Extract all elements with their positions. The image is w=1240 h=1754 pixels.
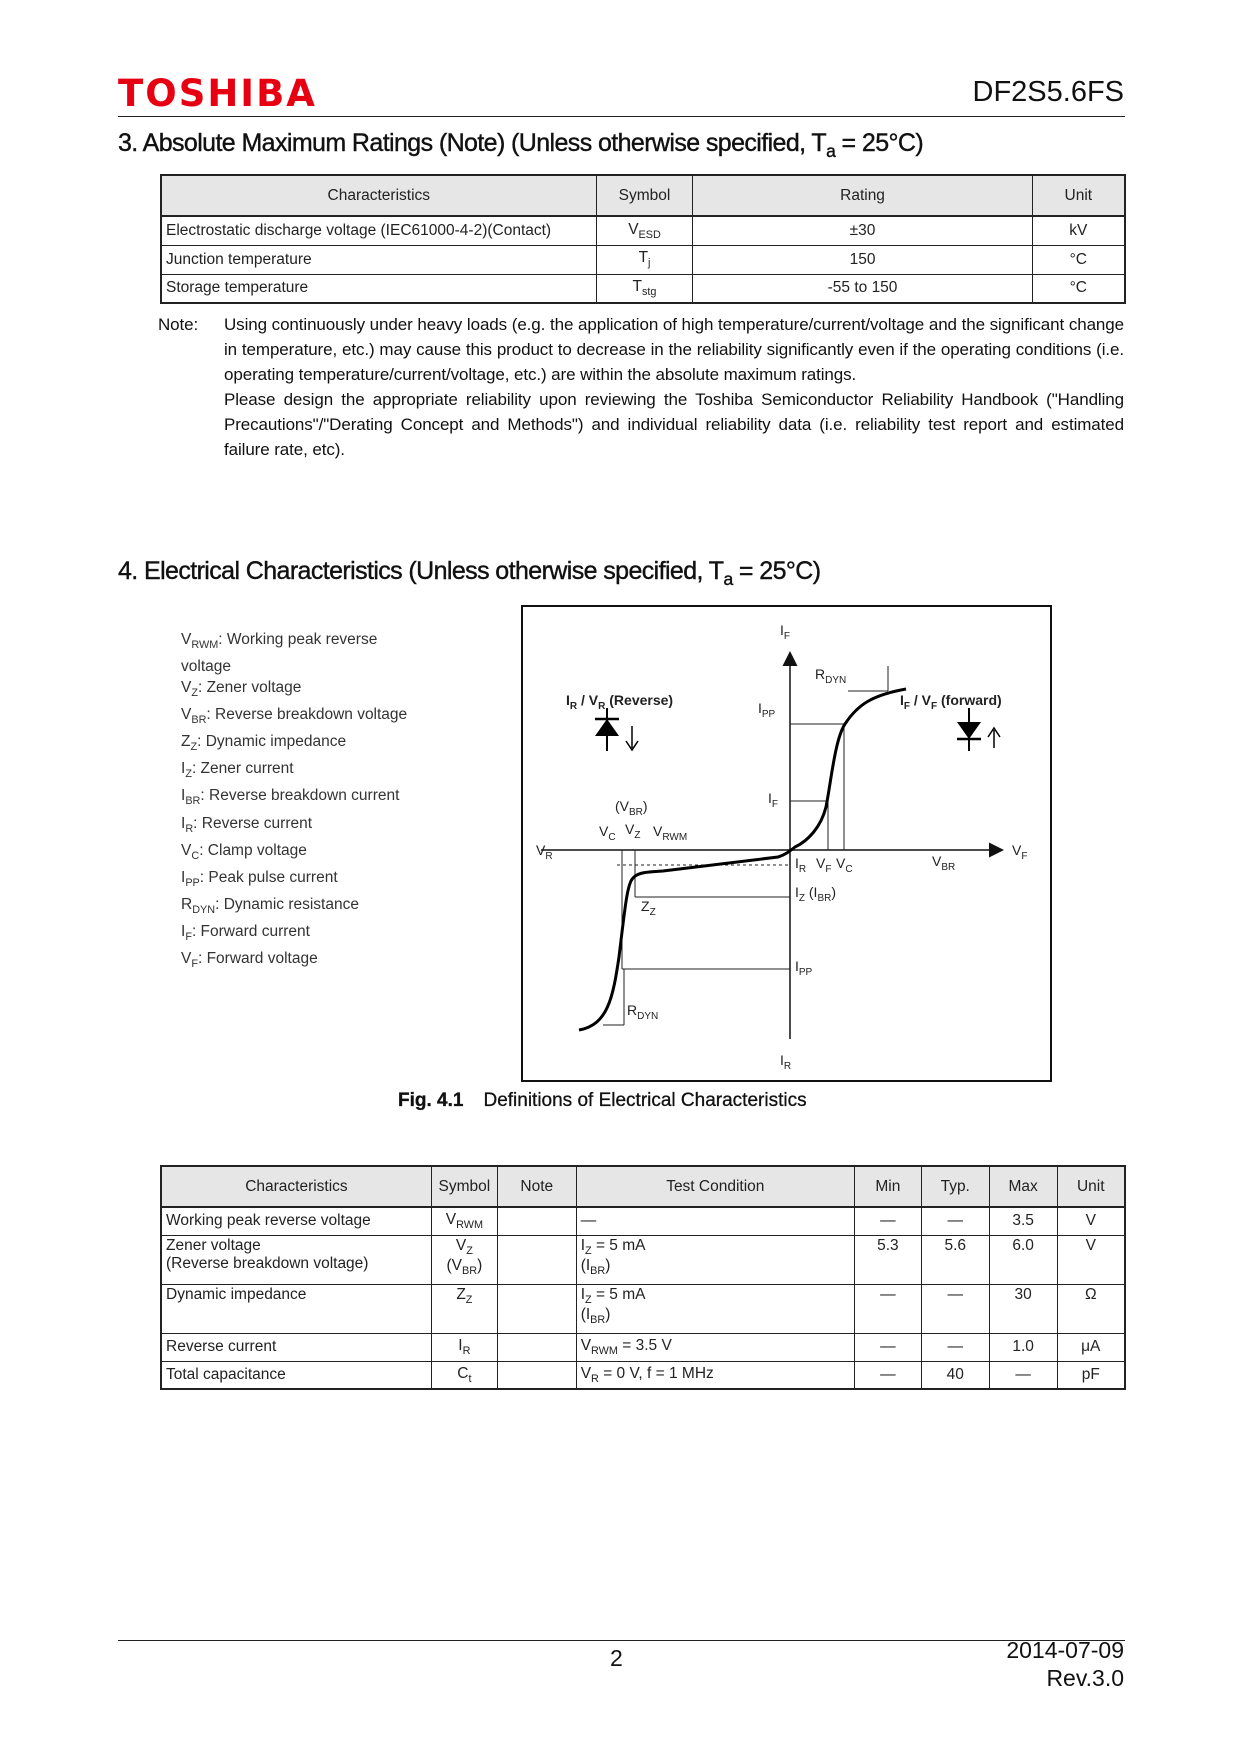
definition-item: $V_{RWM}$: Working peak reverse — [181, 631, 378, 652]
reverse-label: $I_R / V_R$ (Reverse) — [566, 692, 674, 712]
iz-label: $I_Z$ $(I_{BR})$ — [795, 884, 837, 904]
cell-symbol: $V_Z$ $(V_{BR})$ — [431, 1235, 497, 1284]
definition-item: $R_{DYN}$: Dynamic resistance — [181, 895, 359, 916]
col-unit: Unit — [1032, 175, 1125, 216]
col-typ: Typ. — [921, 1166, 989, 1207]
cell-typ: 5.6 — [921, 1235, 989, 1284]
if-axis-label: $I_F$ — [780, 622, 790, 642]
section4-title: 4. Electrical Characteristics (Unless otherwise specified, $T_a = 25^\circ C$) — [118, 557, 821, 589]
vbr-paren-label: $(V_{BR})$ — [615, 798, 648, 818]
vc-small-label: $V_C$ — [836, 855, 853, 875]
table-header-row — [161, 1166, 1125, 1207]
cell-symbol: $V_{RWM}$ — [431, 1207, 497, 1235]
ipp-forward-label: $I_{PP}$ — [758, 700, 776, 720]
cell-unit: μA — [1057, 1333, 1125, 1361]
col-characteristics: Characteristics — [161, 1166, 431, 1207]
table-row — [161, 274, 1125, 303]
cell-max: 3.5 — [989, 1207, 1057, 1235]
table-row — [161, 216, 1125, 245]
toshiba-logo: TOSHIBA — [118, 72, 317, 115]
absolute-max-ratings-table — [160, 174, 1126, 304]
cell-typ: 40 — [921, 1361, 989, 1389]
cell-rating: -55 to 150 — [693, 274, 1032, 303]
table-row — [161, 1235, 1125, 1284]
cell-condition: $I_Z = 5$ mA $(I_{BR})$ — [576, 1235, 854, 1284]
table-row — [161, 1333, 1125, 1361]
cell-min: 5.3 — [854, 1235, 921, 1284]
iv-curve — [579, 689, 906, 1030]
cell-symbol: $V_{ESD}$ — [596, 216, 693, 245]
table-row — [161, 1361, 1125, 1389]
cell-max: 1.0 — [989, 1333, 1057, 1361]
revision-date: 2014-07-09 — [1006, 1637, 1124, 1663]
electrical-characteristics-table — [160, 1165, 1126, 1390]
col-symbol: Symbol — [431, 1166, 497, 1207]
cell-condition: $V_{RWM} = 3.5$ V — [576, 1333, 854, 1361]
header-divider — [118, 116, 1125, 117]
cell-note — [497, 1235, 576, 1284]
vrwm-label: $V_{RWM}$ — [653, 823, 688, 843]
cell-condition: $I_Z = 5$ mA $(I_{BR})$ — [576, 1284, 854, 1333]
cell-note — [497, 1207, 576, 1235]
revision-number: Rev.3.0 — [1046, 1665, 1124, 1691]
forward-label: $I_F / V_F$ (forward) — [900, 692, 1002, 712]
vf-axis-label: $V_F$ — [1012, 842, 1028, 862]
cell-characteristic: Dynamic impedance — [161, 1284, 431, 1333]
cell-rating: ±30 — [693, 216, 1032, 245]
table-row — [161, 245, 1125, 274]
cell-rating: 150 — [693, 245, 1032, 274]
forward-diode-icon — [957, 708, 1000, 751]
cell-symbol: $Z_Z$ — [431, 1284, 497, 1333]
definition-item: $V_Z$: Zener voltage — [181, 679, 302, 700]
vc-label: $V_C$ — [599, 823, 616, 843]
figure-caption: Fig. 4.1 Definitions of Electrical Characteristics — [398, 1090, 807, 1111]
col-note: Note — [497, 1166, 576, 1207]
definition-item: voltage — [181, 658, 231, 676]
part-number: DF2S5.6FS — [972, 76, 1124, 108]
cell-typ: — — [921, 1284, 989, 1333]
cell-min: — — [854, 1284, 921, 1333]
cell-condition: — — [576, 1207, 854, 1235]
cell-characteristic: Total capacitance — [161, 1361, 431, 1389]
cell-unit: pF — [1057, 1361, 1125, 1389]
cell-symbol: $I_R$ — [431, 1333, 497, 1361]
cell-note — [497, 1333, 576, 1361]
cell-unit: V — [1057, 1207, 1125, 1235]
cell-unit: °C — [1032, 245, 1125, 274]
ratings-note — [158, 312, 1124, 462]
definition-item: $I_Z$: Zener current — [181, 760, 294, 781]
definition-item: $Z_Z$: Dynamic impedance — [181, 733, 347, 754]
vr-axis-label: $V_R$ — [536, 842, 553, 862]
cell-characteristic: Storage temperature — [161, 274, 596, 303]
cell-unit: Ω — [1057, 1284, 1125, 1333]
cell-unit: °C — [1032, 274, 1125, 303]
definition-item: $V_{BR}$: Reverse breakdown voltage — [181, 706, 408, 727]
iv-characteristic-diagram — [521, 605, 1052, 1082]
col-min: Min — [854, 1166, 921, 1207]
reverse-diode-icon — [595, 708, 638, 751]
guide-lines — [603, 666, 888, 1025]
col-symbol: Symbol — [596, 175, 693, 216]
vz-label: $V_Z$ — [625, 821, 641, 841]
definition-item: $I_{PP}$: Peak pulse current — [181, 868, 338, 889]
cell-symbol: $T_{stg}$ — [596, 274, 693, 303]
zz-label: $Z_Z$ — [641, 898, 656, 918]
note-paragraph-1: Using continuously under heavy loads (e.g. the application of high temperature/current/voltage and the significant change in temperature, etc.) may cause this product to decrease in the reliability significantly even if the operating conditions (i.e. operating temperature/current/voltage, etc.) are within the absolute maximum ratings. — [224, 315, 1124, 384]
cell-symbol: $C_t$ — [431, 1361, 497, 1389]
col-characteristics: Characteristics — [161, 175, 596, 216]
cell-characteristic: Reverse current — [161, 1333, 431, 1361]
ir-axis-label: $I_R$ — [780, 1052, 792, 1072]
definition-item: $I_R$: Reverse current — [181, 814, 313, 835]
cell-characteristic: Zener voltage (Reverse breakdown voltage) — [161, 1235, 431, 1284]
col-test-condition: Test Condition — [576, 1166, 854, 1207]
table-row — [161, 1284, 1125, 1333]
page-number: 2 — [610, 1645, 623, 1671]
cell-typ: — — [921, 1333, 989, 1361]
cell-characteristic: Working peak reverse voltage — [161, 1207, 431, 1235]
col-rating: Rating — [693, 175, 1032, 216]
cell-min: — — [854, 1207, 921, 1235]
table-row — [161, 1207, 1125, 1235]
definitions-list — [181, 629, 407, 975]
ipp-reverse-label: $I_{PP}$ — [795, 958, 813, 978]
cell-characteristic: Electrostatic discharge voltage (IEC61000-4-2)(Contact) — [161, 216, 596, 245]
cell-min: — — [854, 1333, 921, 1361]
section3-title: 3. Absolute Maximum Ratings (Note) (Unless otherwise specified, $T_a = 25^\circ C$) — [118, 129, 924, 161]
footer-date-rev — [1006, 1636, 1124, 1692]
iv-curve-svg — [523, 607, 1050, 1080]
note-paragraph-2: Please design the appropriate reliability upon reviewing the Toshiba Semiconductor Reliability Handbook ("Handling Precautions"/"Derating Concept and Methods") and individual reliability data (i.e. reliability test report and estimated failure rate, etc). — [224, 390, 1124, 459]
cell-max: 30 — [989, 1284, 1057, 1333]
if-mid-label: $I_F$ — [768, 790, 778, 810]
cell-max: 6.0 — [989, 1235, 1057, 1284]
cell-min: — — [854, 1361, 921, 1389]
vf-small-label: $V_F$ — [816, 855, 832, 875]
cell-unit: kV — [1032, 216, 1125, 245]
cell-note — [497, 1284, 576, 1333]
col-max: Max — [989, 1166, 1057, 1207]
cell-typ: — — [921, 1207, 989, 1235]
cell-characteristic: Junction temperature — [161, 245, 596, 274]
rdyn-reverse-label: $R_{DYN}$ — [627, 1002, 659, 1022]
cell-condition: $V_R = 0$ V, f = 1 MHz — [576, 1361, 854, 1389]
rdyn-forward-label: $R_{DYN}$ — [815, 666, 847, 686]
cell-note — [497, 1361, 576, 1389]
note-label: Note: — [158, 315, 199, 334]
table-header-row — [161, 175, 1125, 216]
definition-item: $I_F$: Forward current — [181, 922, 310, 944]
cell-symbol: $T_j$ — [596, 245, 693, 274]
col-unit: Unit — [1057, 1166, 1125, 1207]
cell-max: — — [989, 1361, 1057, 1389]
definition-item: $V_C$: Clamp voltage — [181, 841, 307, 862]
definition-item: $I_{BR}$: Reverse breakdown current — [181, 787, 400, 808]
vbr-label: $V_{BR}$ — [932, 853, 956, 873]
definition-item: $V_F$: Forward voltage — [181, 950, 318, 971]
cell-unit: V — [1057, 1235, 1125, 1284]
ir-small-label: $I_R$ — [795, 855, 807, 875]
footer-divider — [118, 1640, 1125, 1641]
